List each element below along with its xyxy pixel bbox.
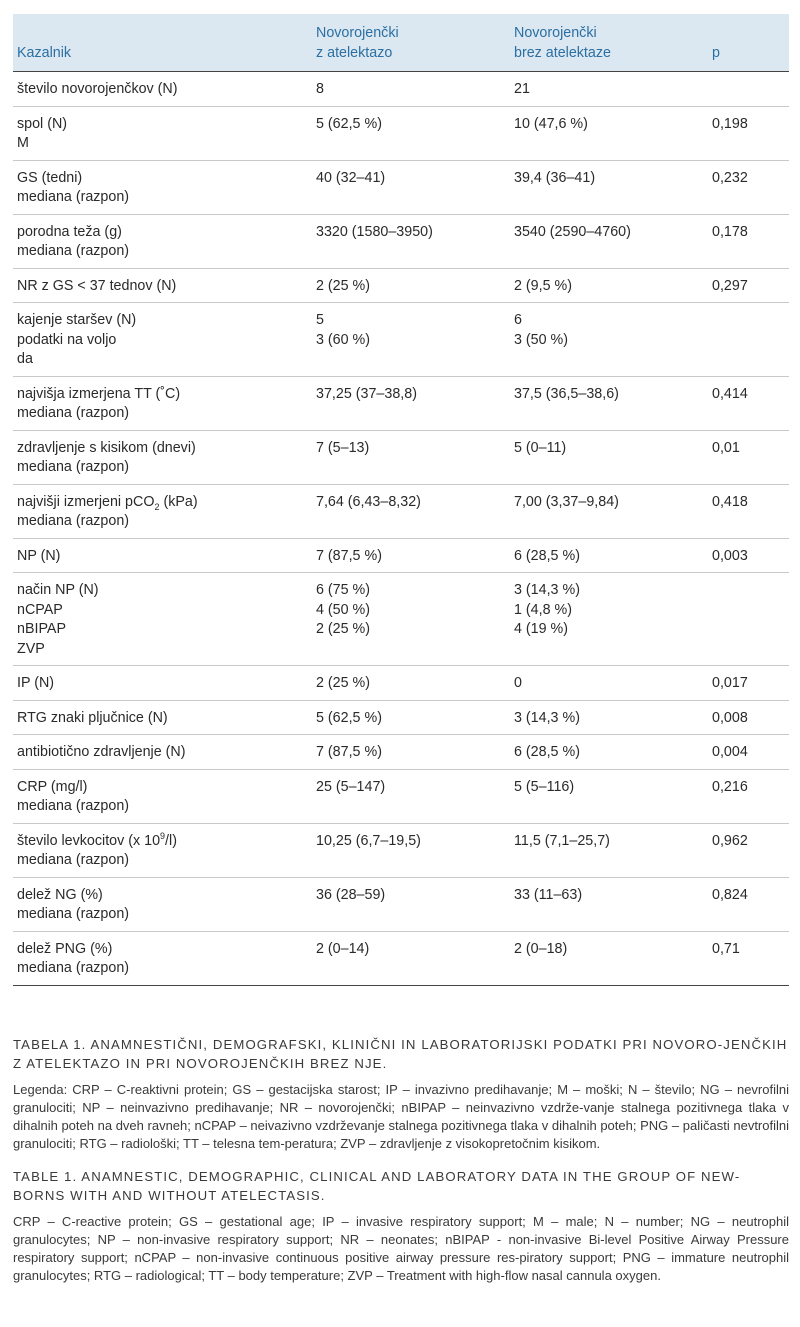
cell-without-atelectasis: 7,00 (3,37–9,84)	[510, 484, 708, 538]
captions	[13, 1035, 789, 1299]
cell-with-atelectasis: 7 (87,5 %)	[312, 538, 510, 573]
table-row	[13, 735, 789, 770]
table-row	[13, 376, 789, 430]
indicator-superscript: 9	[160, 830, 166, 841]
table-row	[13, 823, 789, 877]
indicator-text-end: /l) mediana (razpon)	[17, 832, 177, 868]
cell-p-value: 0,71	[708, 931, 789, 985]
cell-p-value: 0,216	[708, 769, 789, 823]
cell-without-atelectasis: 33 (11–63)	[510, 877, 708, 931]
table-row	[13, 666, 789, 701]
cell-with-atelectasis: 2 (0–14)	[312, 931, 510, 985]
indicator-subscript: 2	[154, 501, 160, 512]
indicator-text-start: število levkocitov (x 10	[17, 832, 161, 849]
cell-with-atelectasis: 8	[312, 72, 510, 107]
cell-indicator: zdravljenje s kisikom (dnevi) mediana (razpon)	[13, 430, 312, 484]
cell-without-atelectasis: 39,4 (36–41)	[510, 160, 708, 214]
cell-without-atelectasis: 3 (14,3 %)	[510, 700, 708, 735]
cell-with-atelectasis: 7 (87,5 %)	[312, 735, 510, 770]
table-row	[13, 769, 789, 823]
cell-p-value: 0,297	[708, 268, 789, 303]
cell-with-atelectasis: 6 (75 %) 4 (50 %) 2 (25 %)	[312, 573, 510, 666]
cell-p-value: 0,003	[708, 538, 789, 573]
table-row	[13, 214, 789, 268]
cell-indicator	[13, 484, 312, 538]
indicator-text-start: najvišji izmerjeni pCO	[17, 493, 155, 510]
table-row	[13, 484, 789, 538]
cell-indicator: IP (N)	[13, 666, 312, 701]
cell-p-value: 0,418	[708, 484, 789, 538]
cell-indicator: spol (N) M	[13, 106, 312, 160]
cell-indicator: GS (tedni) mediana (razpon)	[13, 160, 312, 214]
cell-p-value: 0,01	[708, 430, 789, 484]
cell-indicator: NR z GS < 37 tednov (N)	[13, 268, 312, 303]
table-row	[13, 573, 789, 666]
cell-without-atelectasis: 2 (0–18)	[510, 931, 708, 985]
header-p-value: p	[708, 14, 789, 72]
cell-p-value: 0,232	[708, 160, 789, 214]
cell-p-value	[708, 303, 789, 377]
table-row	[13, 106, 789, 160]
cell-indicator: delež NG (%) mediana (razpon)	[13, 877, 312, 931]
cell-indicator: RTG znaki pljučnice (N)	[13, 700, 312, 735]
cell-with-atelectasis: 7 (5–13)	[312, 430, 510, 484]
table-row	[13, 430, 789, 484]
table-row	[13, 268, 789, 303]
cell-without-atelectasis: 6 (28,5 %)	[510, 538, 708, 573]
cell-with-atelectasis: 2 (25 %)	[312, 666, 510, 701]
header-without-atelectasis: Novorojenčki brez atelektaze	[510, 14, 708, 72]
cell-p-value	[708, 72, 789, 107]
cell-with-atelectasis: 5 3 (60 %)	[312, 303, 510, 377]
cell-indicator: najvišja izmerjena TT (˚C) mediana (razpon)	[13, 376, 312, 430]
table-header-row	[13, 14, 789, 72]
indicator-text-end: (kPa) mediana (razpon)	[17, 493, 198, 529]
cell-with-atelectasis: 40 (32–41)	[312, 160, 510, 214]
cell-indicator: delež PNG (%) mediana (razpon)	[13, 931, 312, 985]
table-row	[13, 160, 789, 214]
cell-p-value: 0,008	[708, 700, 789, 735]
data-table	[13, 14, 789, 986]
cell-with-atelectasis: 5 (62,5 %)	[312, 106, 510, 160]
cell-with-atelectasis: 37,25 (37–38,8)	[312, 376, 510, 430]
table-row	[13, 931, 789, 985]
cell-p-value: 0,824	[708, 877, 789, 931]
cell-without-atelectasis: 2 (9,5 %)	[510, 268, 708, 303]
cell-indicator: NP (N)	[13, 538, 312, 573]
caption-legend-slovenian: Legenda: CRP – C-reaktivni protein; GS – gestacijska starost; IP – invazivno predihavanje; M – moški; N – število; NG – nevrofilni granulociti; NP – neinvazivno predihavanje; NR – novorojenčki; nBIPAP – neinvazivno vzdrže-vanje stalnega pozitivnega tlaka v dihalnih poteh na dveh ravneh; nCPAP – neivazivno vzdrževanje stalnega pozitivnega tlaka v dihalnih poteh; PNG – paličasti nevtrofilni granulociti; RTG – radiološki; TT – telesna tem-peratura; ZVP – zdravljenje z visokopretočnim kisikom.	[13, 1082, 789, 1151]
cell-with-atelectasis: 25 (5–147)	[312, 769, 510, 823]
table-row	[13, 72, 789, 107]
cell-with-atelectasis: 3320 (1580–3950)	[312, 214, 510, 268]
cell-p-value: 0,017	[708, 666, 789, 701]
cell-p-value: 0,198	[708, 106, 789, 160]
cell-indicator	[13, 823, 312, 877]
cell-p-value: 0,178	[708, 214, 789, 268]
header-indicator: Kazalnik	[13, 14, 312, 72]
cell-without-atelectasis: 10 (47,6 %)	[510, 106, 708, 160]
table-row	[13, 538, 789, 573]
cell-indicator: CRP (mg/l) mediana (razpon)	[13, 769, 312, 823]
cell-p-value: 0,414	[708, 376, 789, 430]
table-row	[13, 303, 789, 377]
header-with-atelectasis: Novorojenčki z atelektazo	[312, 14, 510, 72]
cell-with-atelectasis: 10,25 (6,7–19,5)	[312, 823, 510, 877]
cell-without-atelectasis: 11,5 (7,1–25,7)	[510, 823, 708, 877]
cell-p-value: 0,004	[708, 735, 789, 770]
caption-legend-english: CRP – C-reactive protein; GS – gestational age; IP – invasive respiratory support; M – male; N – number; NG – neutrophil granulocytes; NP – non-invasive respiratory support; NR – neonates; nBIPAP - non-invasive Bi-level Positive Airway Pressure respiratory support; nCPAP – non-invasive continuous positive airway pressure res-piratory support; PNG – immature neutrophil granulocytes; RTG – radiological; TT – body temperature; ZVP – Treatment with high-flow nasal cannula oxygen.	[13, 1214, 789, 1283]
cell-indicator: porodna teža (g) mediana (razpon)	[13, 214, 312, 268]
cell-indicator: število novorojenčkov (N)	[13, 72, 312, 107]
cell-without-atelectasis: 3 (14,3 %) 1 (4,8 %) 4 (19 %)	[510, 573, 708, 666]
data-table-container	[13, 14, 789, 986]
cell-without-atelectasis: 6 3 (50 %)	[510, 303, 708, 377]
cell-without-atelectasis: 37,5 (36,5–38,6)	[510, 376, 708, 430]
cell-without-atelectasis: 0	[510, 666, 708, 701]
cell-p-value	[708, 573, 789, 666]
cell-without-atelectasis: 5 (0–11)	[510, 430, 708, 484]
table-row	[13, 877, 789, 931]
cell-p-value: 0,962	[708, 823, 789, 877]
cell-with-atelectasis: 7,64 (6,43–8,32)	[312, 484, 510, 538]
cell-with-atelectasis: 5 (62,5 %)	[312, 700, 510, 735]
cell-without-atelectasis: 6 (28,5 %)	[510, 735, 708, 770]
cell-without-atelectasis: 3540 (2590–4760)	[510, 214, 708, 268]
cell-with-atelectasis: 36 (28–59)	[312, 877, 510, 931]
caption-title-slovenian: TABELA 1. ANAMNESTIČNI, DEMOGRAFSKI, KLINIČNI IN LABORATORIJSKI PODATKI PRI NOVORO-JENČKIH Z ATELEKTAZO IN PRI NOVOROJENČKIH BREZ NJE.	[13, 1037, 788, 1071]
cell-without-atelectasis: 5 (5–116)	[510, 769, 708, 823]
cell-indicator: antibiotično zdravljenje (N)	[13, 735, 312, 770]
cell-indicator: način NP (N) nCPAP nBIPAP ZVP	[13, 573, 312, 666]
cell-without-atelectasis: 21	[510, 72, 708, 107]
cell-indicator: kajenje staršev (N) podatki na voljo da	[13, 303, 312, 377]
table-row	[13, 700, 789, 735]
cell-with-atelectasis: 2 (25 %)	[312, 268, 510, 303]
caption-title-english: TABLE 1. ANAMNESTIC, DEMOGRAPHIC, CLINICAL AND LABORATORY DATA IN THE GROUP OF NEW-BORNS WITH AND WITHOUT ATELECTASIS.	[13, 1169, 741, 1203]
